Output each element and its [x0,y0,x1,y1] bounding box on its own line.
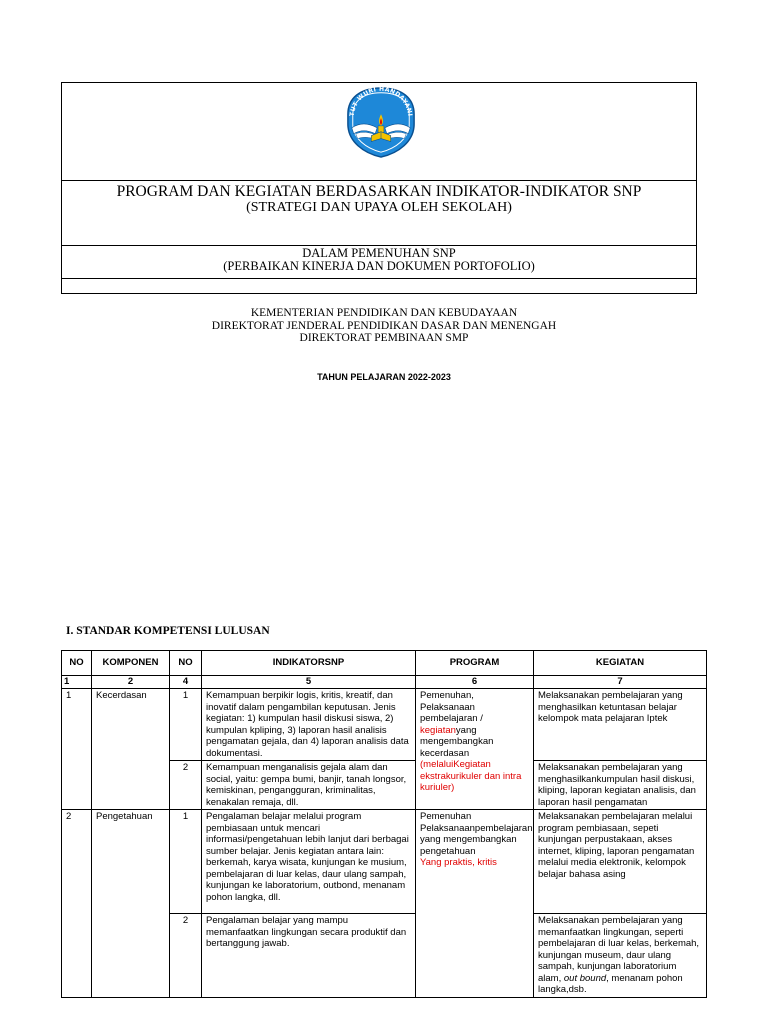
table-row [62,689,707,761]
komponen-cell: Kecerdasan [92,689,170,810]
indicator-text: Pengalaman belajar yang mampu memanfaatkan lingkungan secara produktif dan bertanggung jawab. [202,914,416,998]
dalam-line-2: (PERBAIKAN KINERJA DAN DOKUMEN PORTOFOLIO) [223,259,535,273]
section-title: I. STANDAR KOMPETENSI LULUSAN [66,625,270,637]
dalam-line-1: DALAM PEMENUHAN SNP [302,246,456,260]
document-title: PROGRAM DAN KEGIATAN BERDASARKAN INDIKATOR-INDIKATOR SNP [116,183,642,200]
cover-header-box [61,82,697,294]
ministry-line-2: DIREKTORAT JENDERAL PENDIDIKAN DASAR DAN MENENGAH [211,319,557,332]
table-row [62,810,707,914]
header-kegiatan: KEGIATAN [534,651,707,676]
kegiatan-text: , menanam pohon langka,dsb. [538,972,683,995]
header-komponen: KOMPONEN [92,651,170,676]
program-text: yang mengembangkan kecerdasan [420,724,494,759]
program-text: Pemenuhan Pelaksanaanpembelajaran yang mengembangkan pengetahuan [420,811,533,857]
table-header-row [62,651,707,676]
logo-row [62,83,696,180]
kegiatan-cell: Melaksanakan pembelajaran melalui program pembiasaan, sepeti kunjungan perpustakaan, akses internet, kliping, laporan pengamatan melalui media elektronik, kelompok belajar bahasa asing [534,810,707,914]
header-no: NO [62,651,92,676]
program-cell [416,689,534,810]
header-program: PROGRAM [416,651,534,676]
kegiatan-cell [534,914,707,998]
program-highlight: kegiatan [420,724,456,736]
skl-table [61,650,707,998]
header-indicator-no: NO [170,651,202,676]
kegiatan-cell: Melaksanakan pembelajaran yang menghasilkan ketuntasan belajar kelompok mata pelajaran Iptek [534,689,707,761]
ministry-line-3: DIREKTORAT PEMBINAAN SMP [299,332,469,344]
col-number: 7 [534,676,707,689]
indicator-no: 2 [170,761,202,810]
ministry-line-1: KEMENTERIAN PENDIDIKAN DAN KEBUDAYAAN [250,307,518,319]
kegiatan-text: Melaksanakan pembelajaran yang memanfaatkan lingkungan, seperti pembelajaran di luar kelas, berkemah, kunjungan museum, daur ulang sampah, kunjungan laboratorium alam, [538,915,700,984]
indicator-text: Pengalaman belajar melalui program pembiasaan untuk mencari informasi/pengetahuan lebih lanjut dari berbagai sumber belajar. Jenis kegiatan antara lain: berkemah, karya wisata, kunjungan ke musium, pembelajaran di luar kelas, daur ulang sampah, kunjungan ke laboratorium, outbond, menanam pohon langka, dll. [202,810,416,914]
indicator-no: 1 [170,810,202,914]
indicator-text: Kemampuan berpikir logis, kritis, kreatif, dan inovatif dalam pengambilan keputusan. Jenis kegiatan: 1) kumpulan hasil diskusi siswa, 2) kumpulan kpliping, 3) laporan hasil analisis pengamatan gejala, dan 4) laporan analisis data dokumentasi. [202,689,416,761]
kegiatan-italic: out bound [563,972,607,984]
column-number-row [62,676,707,689]
program-highlight: (melaluiKegiatan ekstrakurikuler dan intra kuriuler) [420,759,522,793]
academic-year: TAHUN PELAJARAN 2022-2023 [317,372,451,382]
svg-text:TUT WURI HANDAYANI: TUT WURI HANDAYANI [348,85,414,117]
header-indikator: INDIKATORSNP [202,651,416,676]
indicator-no: 2 [170,914,202,998]
row-no: 2 [62,810,92,998]
tut-wuri-handayani-logo [342,85,420,159]
col-number: 4 [170,676,202,689]
row-no: 1 [62,689,92,810]
program-cell [416,810,534,998]
col-number: 6 [416,676,534,689]
ministry-block [0,307,768,345]
kegiatan-cell: Melaksanakan pembelajaran yang menghasilkankumpulan hasil diskusi, kliping, laporan kegiatan analisis, dan laporan hasil pengamatan [534,761,707,810]
komponen-cell: Pengetahuan [92,810,170,998]
dalam-row [62,245,696,279]
program-highlight: Yang praktis, kritis [420,857,497,868]
title-row [62,180,696,246]
program-text: Pemenuhan, Pelaksanaan pembelajaran / [420,690,483,724]
col-number: 1 [62,676,92,689]
document-subtitle: (STRATEGI DAN UPAYA OLEH SEKOLAH) [246,200,512,215]
col-number: 5 [202,676,416,689]
col-number: 2 [92,676,170,689]
indicator-no: 1 [170,689,202,761]
empty-row [62,278,696,295]
indicator-text: Kemampuan menganalisis gejala alam dan social, yaitu: gempa bumi, banjir, tanah longsor, kemiskinan, pengangguran, kriminalitas, kenakalan remaja, dll. [202,761,416,810]
